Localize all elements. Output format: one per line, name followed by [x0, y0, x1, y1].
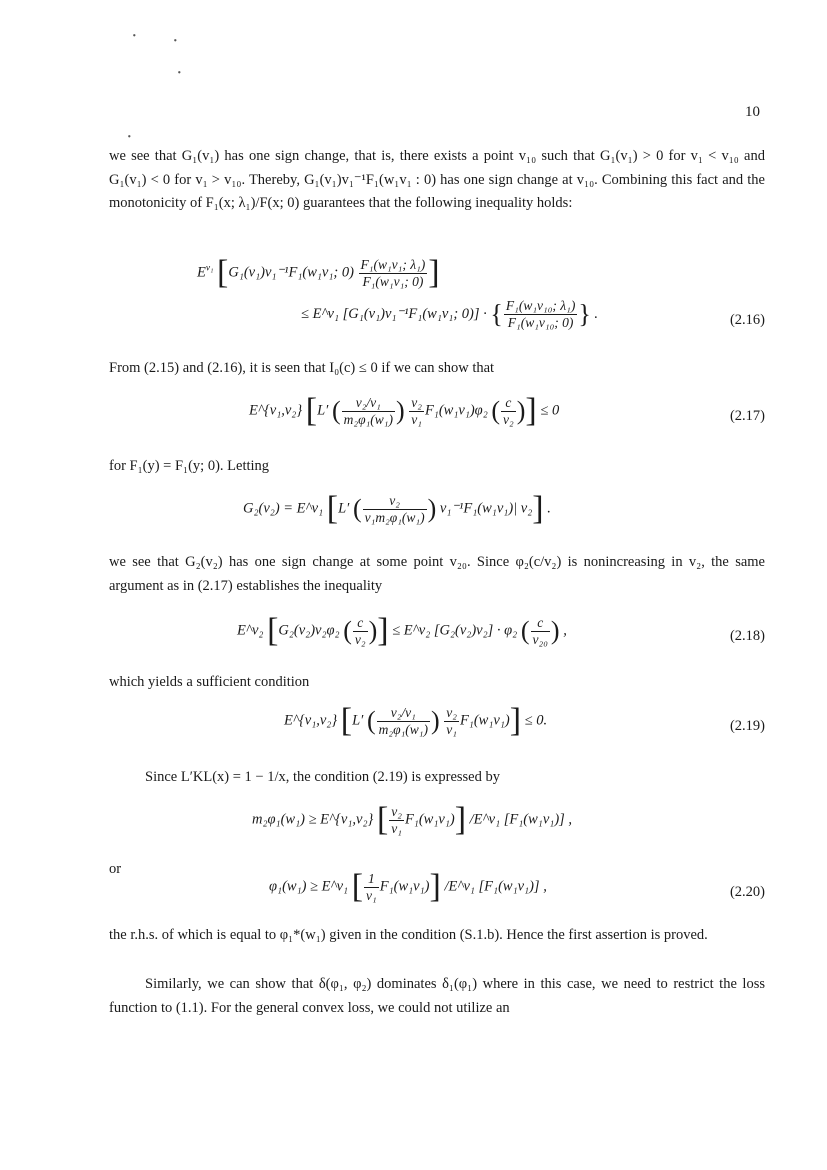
equation-term: G₁(v₁)v₁⁻¹F₁(w₁v₁; 0)	[228, 264, 354, 281]
right-paren: )	[395, 396, 405, 425]
right-paren: )	[368, 616, 378, 645]
equation-term: F₁(w₁v₁)φ₂	[424, 402, 488, 419]
equation-body: E^v₂ [G₂(v₂)v₂φ₂ ( $\frac{c}{\text{v₂}}$ )] ≤ E^v₂ [G₂(v₂)v₂] · φ₂ ( $\frac{c}{\text{v₂₀}}$ ) ,	[237, 612, 567, 649]
fraction-numerator: v₂/v₁	[342, 395, 395, 412]
fraction	[409, 395, 424, 428]
fraction-denominator: m₂φ₁(w₁)	[343, 411, 393, 427]
fraction-numerator: c	[501, 395, 516, 412]
fraction-denominator: v₁	[366, 887, 377, 903]
left-paren: (	[331, 396, 341, 425]
equation-2-16	[109, 256, 765, 342]
left-paren: (	[352, 494, 362, 523]
fraction	[363, 493, 427, 526]
expectation-operator: E^v₂	[237, 622, 264, 639]
fraction-numerator: v₂	[411, 394, 422, 410]
fraction-numerator: v₂	[363, 493, 427, 510]
fraction-numerator: v₂	[446, 704, 457, 720]
equation-2-18	[109, 614, 765, 664]
left-bracket: [	[326, 490, 339, 527]
equation-number: (2.16)	[729, 312, 765, 328]
fraction-denominator: v₁	[391, 820, 402, 836]
left-bracket: [	[376, 801, 389, 838]
fraction-denominator: F₁(w₁v₁₀; 0)	[507, 315, 574, 330]
equation-term: v₁⁻¹F₁(w₁v₁)| v₂	[439, 500, 533, 517]
right-bracket: ]	[532, 490, 544, 527]
equation-2-20	[109, 870, 765, 920]
left-bracket: [	[351, 868, 364, 905]
fraction-denominator: v₂	[503, 411, 514, 427]
fraction-numerator: c	[353, 615, 368, 632]
paragraph-sign-change	[109, 145, 765, 216]
right-paren: )	[550, 616, 560, 645]
fraction-numerator: F₁(w₁v₁₀; λ₁)	[505, 298, 576, 313]
paragraph-since-loss	[109, 766, 765, 790]
paragraph-from	[109, 357, 765, 381]
right-bracket: ]	[525, 392, 537, 429]
equation-term: /E^v₁ [F₁(w₁v₁)] ,	[469, 811, 573, 828]
fraction-numerator: 1	[364, 871, 379, 888]
right-paren: )	[516, 396, 526, 425]
paragraph-text: or	[109, 861, 122, 877]
paragraph-text: which yields a sufficient condition	[109, 674, 310, 690]
right-paren: )	[430, 706, 440, 735]
fraction-denominator: v₁	[446, 721, 457, 737]
fraction-denominator: v₂	[354, 631, 366, 647]
equation-term: F₁(w₁v₁)	[404, 811, 455, 828]
left-paren: (	[491, 396, 501, 425]
loss-derivative: L′	[338, 500, 350, 517]
left-paren: (	[366, 706, 376, 735]
fraction-denominator: F₁(w₁v₁; 0)	[362, 273, 424, 289]
left-bracket: [	[217, 254, 229, 291]
equation-term: ≤ 0.	[524, 712, 548, 729]
equation-number: (2.18)	[729, 628, 765, 644]
fraction	[504, 298, 577, 331]
paragraph-rhs	[109, 924, 765, 948]
fraction	[353, 615, 368, 648]
right-bracket: ]	[428, 254, 440, 291]
scan-speck: ●	[133, 33, 136, 37]
fraction	[501, 395, 516, 428]
paragraph-text: we see that G₂(v₂) has one sign change at some point v₂₀. Since φ₂(c/v₂) is nonincreasing in v₂, the same argument as in (2.17) establishes the inequality	[109, 554, 765, 594]
equation-term: F₁(w₁v₁)	[379, 878, 430, 895]
page-number: 10	[745, 104, 760, 120]
expectation-superscript: v₁	[205, 263, 214, 274]
fraction-denominator: v₁	[411, 411, 422, 427]
paragraph-text: for F₁(y) = F₁(y; 0). Letting	[109, 458, 270, 474]
paragraph-text: Since L′KL(x) = 1 − 1/x, the condition (2.19) is expressed by	[145, 769, 500, 785]
fraction-numerator: c	[531, 615, 550, 632]
paragraph-letting	[109, 455, 765, 479]
equation-term: /E^v₁ [F₁(w₁v₁)] ,	[444, 878, 547, 895]
equation-term: m₂φ₁(w₁) ≥ E^{v₁,v₂}	[252, 811, 374, 828]
expectation-operator: E	[197, 264, 206, 281]
right-bracket: ]	[429, 868, 441, 905]
left-paren: (	[343, 616, 352, 645]
right-brace: }	[578, 299, 591, 329]
fraction	[359, 257, 428, 290]
equation-line-2: ≤ E^v₁ [G₁(v₁)v₁⁻¹F₁(w₁v₁; 0)] · { $\frac{\text{F₁(w₁v₁₀; λ₁)}}{\text{F₁(w₁v₁₀; 0)}}$ } .	[301, 298, 599, 330]
expectation-operator: E^{v₁,v₂}	[284, 712, 338, 729]
scan-speck: ●	[178, 70, 181, 74]
loss-derivative: L′	[317, 402, 329, 419]
paragraph-text: the r.h.s. of which is equal to φ₁*(w₁) given in the condition (S.1.b). Hence the first assertion is proved.	[109, 927, 708, 943]
loss-derivative: L′	[352, 712, 364, 729]
equation-body	[252, 803, 572, 837]
equation-body	[269, 870, 547, 904]
equation-term: G₂(v₂) = E^v₁	[243, 500, 324, 517]
equation-number: (2.20)	[729, 884, 765, 900]
equation-2-17	[109, 394, 765, 446]
fraction	[389, 804, 404, 837]
left-bracket: [	[340, 702, 353, 739]
left-bracket: [	[305, 392, 318, 429]
equation-term: φ₁(w₁) ≥ E^v₁	[269, 878, 349, 895]
paragraph-text: Similarly, we can show that δ(φ₁, φ₂) dominates δ₁(φ₁) where in this case, we need to restrict the loss function to (1.1). For the general convex loss, we could not utilize an	[109, 976, 765, 1016]
left-paren: (	[520, 616, 530, 645]
fraction-denominator: v₂₀	[532, 631, 548, 647]
fraction	[342, 395, 395, 428]
fraction	[377, 705, 430, 738]
expectation-operator: E^{v₁,v₂}	[249, 402, 303, 419]
fraction-numerator: v₂	[391, 803, 402, 819]
paragraph-text: we see that G₁(v₁) has one sign change, that is, there exists a point v₁₀ such that G₁(v₁) > 0 for v₁ < v₁₀ and G₁(v₁) < 0 for v₁ > v₁₀. Thereby, G₁(v₁)v₁⁻¹F₁(w₁v₁ : 0) has one sign change at v₁₀. Combining this fact and the monotonicity of F₁(x; λ₁)/F(x; 0) guarantees that the following inequality holds:	[109, 148, 765, 212]
scan-speck: ●	[174, 38, 177, 42]
equation-body: G₂(v₂) = E^v₁ [L′ ( $\frac{\text{v₂}}{\text{v₁m₂φ₁(w₁)}}$ ) v₁⁻¹F₁(w₁v₁)| v₂] .	[243, 490, 551, 527]
equation-line-1	[197, 256, 440, 290]
left-brace: {	[490, 299, 503, 329]
paragraph-similarly	[109, 973, 765, 1020]
equation-term: F₁(w₁v₁)	[459, 712, 510, 729]
right-bracket: ]	[454, 801, 467, 838]
right-bracket: ]	[377, 612, 389, 649]
equation-body	[284, 704, 547, 738]
equation-term: ≤ E^v₁ [G₁(v₁)v₁⁻¹F₁(w₁v₁; 0)] ·	[301, 305, 487, 322]
equation-g2-definition	[109, 492, 765, 542]
scan-speck: ●	[128, 134, 131, 138]
paragraph-sufficient-condition	[109, 671, 765, 695]
fraction-numerator: v₂/v₁	[377, 705, 430, 722]
equation-term: ≤ E^v₂ [G₂(v₂)v₂] · φ₂	[392, 622, 518, 639]
fraction-denominator: m₂φ₁(w₁)	[378, 721, 428, 737]
fraction	[364, 871, 379, 904]
fraction	[531, 615, 550, 648]
fraction-denominator: v₁m₂φ₁(w₁)	[364, 509, 425, 525]
left-bracket: [	[267, 612, 279, 649]
equation-m2-condition	[109, 803, 765, 853]
paragraph-g2-sign-change	[109, 551, 765, 598]
equation-term: ≤ 0	[540, 402, 560, 419]
fraction	[444, 705, 459, 738]
equation-term: G₂(v₂)v₂φ₂	[278, 622, 340, 639]
equation-2-19	[109, 704, 765, 754]
equation-number: (2.19)	[729, 718, 765, 734]
right-paren: )	[427, 494, 437, 523]
paragraph-text: From (2.15) and (2.16), it is seen that I₀(c) ≤ 0 if we can show that	[109, 360, 495, 376]
right-bracket: ]	[509, 702, 522, 739]
fraction-numerator: F₁(w₁v₁; λ₁)	[360, 256, 426, 272]
equation-body	[249, 394, 559, 428]
equation-number: (2.17)	[729, 408, 765, 424]
